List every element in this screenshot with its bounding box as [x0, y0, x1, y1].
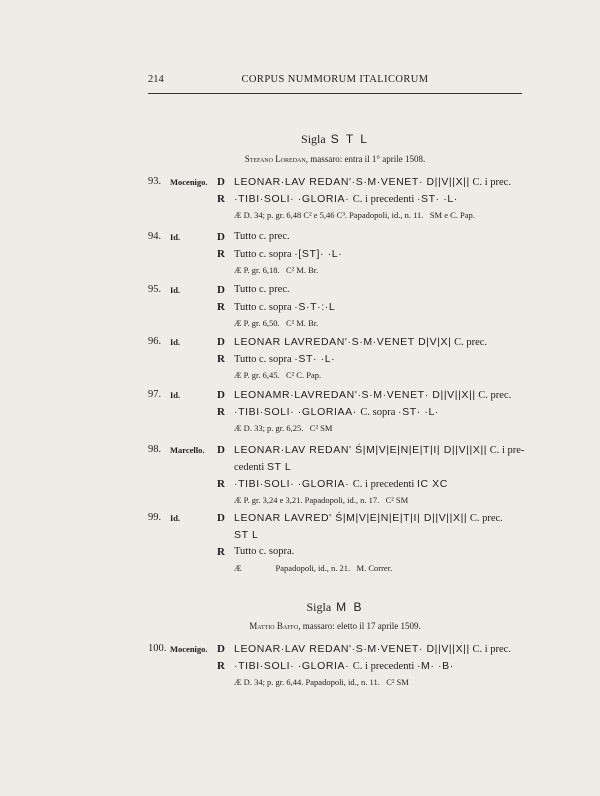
reference-text: Æ P. gr. 6,50. C² M. Br.: [234, 318, 319, 328]
coin-legend: IC XC: [416, 478, 448, 490]
reference-text: Æ Papadopoli, id., n. 21. M. Correr.: [234, 563, 393, 573]
side-mark: R: [217, 301, 225, 313]
reference-text: Æ D. 34; p. gr. 6,48 C² e 5,46 C³. Papadopoli, id., n. 11. SM e C. Pap.: [234, 210, 475, 220]
side-mark: R: [217, 193, 225, 205]
entry-number: 93.: [148, 176, 162, 187]
massaro-name: Stefano Loredan,: [244, 154, 308, 164]
entry-reference-line: [148, 677, 528, 692]
massaro-text: massaro: eletto il 17 aprile 1509.: [302, 621, 421, 631]
entry-mint: Id.: [170, 513, 181, 523]
side-mark: D: [217, 643, 225, 655]
side-mark: D: [217, 444, 225, 456]
line-text: [234, 444, 524, 456]
entry-line: [148, 389, 528, 406]
entry-reference-line: [148, 563, 528, 578]
running-header: [148, 74, 522, 90]
entry-line: [148, 512, 528, 529]
massaro-note-1: [148, 154, 522, 164]
page-number: 214: [148, 74, 164, 85]
entry-mint: Id.: [170, 390, 181, 400]
coin-entry: [148, 643, 528, 692]
entry-number: 100.: [148, 643, 167, 654]
description: C. i pre-: [487, 445, 525, 456]
coin-legend: LEONAR LAVRED' Ś|M|V|E|N|E|T|I| D||V||X||: [234, 512, 468, 524]
side-mark: R: [217, 406, 225, 418]
entry-line: [148, 461, 528, 478]
description: Tutto c. prec.: [234, 284, 290, 295]
entry-line: [148, 546, 528, 563]
entry-reference-line: [148, 265, 528, 280]
side-mark: D: [217, 176, 225, 188]
coin-legend: ·[ST]· ·L·: [294, 248, 343, 260]
description: Tutto c. sopra.: [234, 546, 295, 557]
line-text: [234, 301, 335, 313]
line-text: [234, 546, 294, 557]
line-text: [234, 406, 439, 418]
entry-number: 97.: [148, 389, 162, 400]
coin-legend: LEONAR·LAV REDAN'·S·M·VENET· D||V||X||: [234, 176, 470, 188]
entry-line: [148, 478, 528, 495]
description: Tutto c. sopra: [234, 302, 295, 313]
coin-legend: ·TIBI·SOLI· ·GLORIAA·: [234, 406, 361, 418]
sigla-heading-1: [148, 132, 522, 147]
coin-legend: ·ST· ·L·: [416, 193, 458, 205]
coin-legend: LEONAMR·LAVREDAN'·S·M·VENET· D||V||X||: [234, 389, 476, 401]
massaro-text: massaro: entra il 1° aprile 1508.: [310, 154, 426, 164]
description: C. i prec.: [469, 644, 511, 655]
entry-mint: Marcello.: [170, 445, 205, 455]
entry-reference-line: [148, 423, 528, 438]
line-text: [234, 231, 290, 242]
line-text: [234, 389, 511, 401]
line-text: [234, 461, 291, 473]
description: C. i precedenti: [352, 661, 417, 672]
side-mark: R: [217, 478, 225, 490]
entry-number: 94.: [148, 231, 162, 242]
entry-line: [148, 193, 528, 210]
coin-legend: LEONAR·LAV REDAN' Ś|M|V|E|N|E|T|I| D||V||X||: [234, 444, 488, 456]
coin-entry: [148, 284, 528, 333]
side-mark: R: [217, 546, 225, 558]
coin-legend: LEONAR LAVREDAN'·S·M·VENET D|V|X|: [234, 336, 452, 348]
entry-number: 98.: [148, 444, 162, 455]
reference-text: Æ P. gr. 6,18. C² M. Br.: [234, 265, 319, 275]
reference-text: Æ P. gr. 3,24 e 3,21. Papadopoli, id., n. 17. C² SM: [234, 495, 409, 505]
description: C. i precedenti: [352, 479, 417, 490]
line-text: [234, 478, 448, 490]
side-mark: R: [217, 660, 225, 672]
description: Tutto c. sopra: [234, 249, 295, 260]
sigla-label: Sigla: [306, 600, 332, 614]
header-title: CORPUS NUMMORUM ITALICORUM: [241, 74, 429, 85]
reference-text: Æ P. gr. 6,45. C² C. Pap.: [234, 370, 322, 380]
entry-number: 96.: [148, 336, 162, 347]
side-mark: D: [217, 512, 225, 524]
line-text: [234, 660, 454, 672]
description: cedenti: [234, 462, 267, 473]
coin-legend: ·TIBI·SOLI· ·GLORIA·: [234, 478, 353, 490]
coin-entry: [148, 336, 528, 385]
entry-reference-line: [148, 370, 528, 385]
entry-line: [148, 231, 528, 248]
line-text: [234, 353, 335, 365]
sigla-letters: M B: [336, 600, 364, 614]
entry-reference-line: [148, 318, 528, 333]
description: C. prec.: [475, 390, 512, 401]
coin-legend: ·ST· ·L·: [294, 353, 336, 365]
sigla-heading-2: [148, 600, 522, 615]
coin-legend: ST L: [234, 529, 259, 541]
line-text: [234, 529, 258, 541]
reference-text: Æ D. 34; p. gr. 6,44. Papadopoli, id., n. 11. C² SM: [234, 677, 409, 687]
description: C. prec.: [451, 337, 488, 348]
description: C. i precedenti: [352, 194, 417, 205]
entry-mint: Id.: [170, 285, 181, 295]
entry-number: 95.: [148, 284, 162, 295]
entry-line: [148, 301, 528, 318]
side-mark: R: [217, 248, 225, 260]
coin-legend: ·ST· ·L·: [398, 406, 439, 418]
entry-mint: Mocenigo.: [170, 644, 208, 654]
coin-legend: ·TIBI·SOLI· ·GLORIA·: [234, 660, 353, 672]
line-text: [234, 336, 487, 348]
entry-reference-line: [148, 210, 528, 225]
coin-legend: ·TIBI·SOLI· ·GLORIA·: [234, 193, 353, 205]
description: Tutto c. sopra: [234, 354, 295, 365]
coin-legend: LEONAR·LAV REDAN'·S·M·VENET· D||V||X||: [234, 643, 470, 655]
description: C. i prec.: [469, 177, 511, 188]
entry-line: [148, 176, 528, 193]
entry-line: [148, 444, 528, 461]
side-mark: D: [217, 336, 225, 348]
description: C. sopra: [360, 407, 399, 418]
sigla-letters: S T L: [330, 132, 369, 146]
side-mark: D: [217, 231, 225, 243]
entry-number: 99.: [148, 512, 162, 523]
entry-line: [148, 248, 528, 265]
side-mark: D: [217, 284, 225, 296]
coin-entry: [148, 512, 528, 578]
entry-mint: Id.: [170, 337, 181, 347]
entry-line: [148, 284, 528, 301]
sigla-label: Sigla: [301, 132, 326, 146]
entry-reference-line: [148, 495, 528, 510]
entry-line: [148, 529, 528, 546]
side-mark: D: [217, 389, 225, 401]
line-text: [234, 176, 511, 188]
entry-mint: Id.: [170, 232, 181, 242]
coin-entry: [148, 444, 528, 510]
entry-line: [148, 353, 528, 370]
line-text: [234, 248, 342, 260]
line-text: [234, 643, 511, 655]
description: Tutto c. prec.: [234, 231, 290, 242]
line-text: [234, 284, 290, 295]
entry-line: [148, 336, 528, 353]
coin-entry: [148, 176, 528, 225]
massaro-note-2: [148, 621, 522, 631]
line-text: [234, 512, 503, 524]
entry-line: [148, 406, 528, 423]
coin-legend: ·M· ·B·: [416, 660, 454, 672]
coin-entry: [148, 231, 528, 280]
reference-text: Æ D. 33; p. gr. 6,25. C² SM: [234, 423, 333, 433]
header-rule: [148, 93, 522, 94]
line-text: [234, 193, 458, 205]
coin-legend: ·S·T·:·L: [294, 301, 336, 313]
entry-line: [148, 643, 528, 660]
description: C. prec.: [467, 513, 503, 524]
entry-line: [148, 660, 528, 677]
entry-mint: Mocenigo.: [170, 177, 208, 187]
side-mark: R: [217, 353, 225, 365]
massaro-name: Mattio Baffo,: [249, 621, 301, 631]
coin-entry: [148, 389, 528, 438]
coin-legend: ST L: [266, 461, 292, 473]
